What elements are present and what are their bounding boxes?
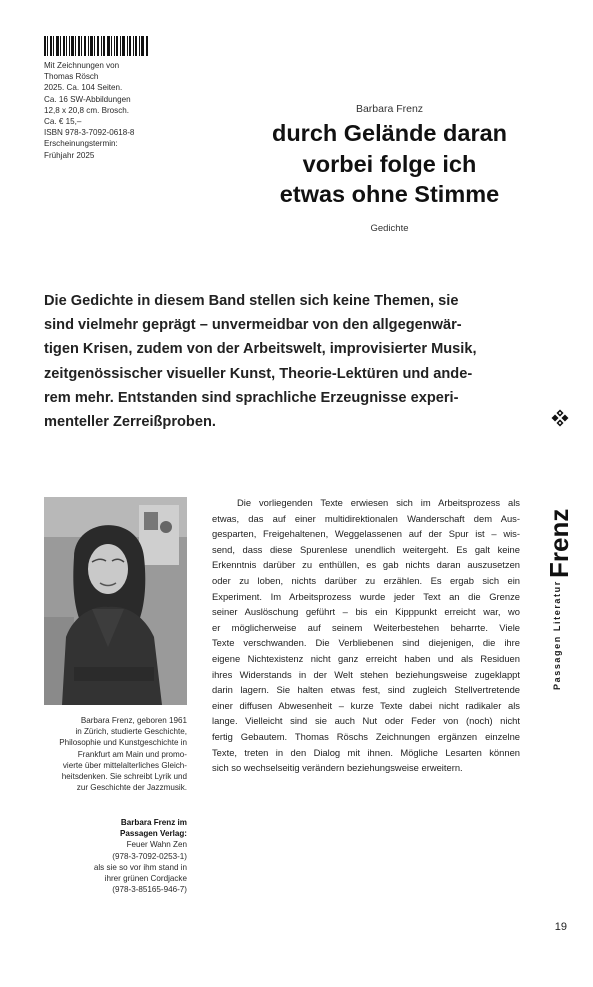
- body-line: send, dass diese Spurenlese unendlich weitergeht. Es galt keine: [212, 543, 520, 555]
- meta-line: Ca. € 15,–: [44, 117, 82, 127]
- body-line: einer diffusen Abwesenheit – kurze Texte dabei nicht radikaler als: [212, 699, 520, 711]
- meta-line: Thomas Rösch: [44, 72, 99, 82]
- bio-line: vierte über mittelalterliches Gleich-: [62, 760, 187, 770]
- book-title: [200, 118, 579, 210]
- body-line: Texte, treten in den Dialog mit ihnen. Mögliche Lesarten können: [212, 746, 520, 758]
- bio-line: heitsdenken. Sie schreibt Lyrik und: [61, 772, 187, 782]
- book-author: Barbara Frenz: [355, 103, 424, 115]
- meta-line: Erscheinungstermin:: [44, 139, 118, 149]
- body-line: Die vorliegenden Texte erwiesen sich im Arbeitsprozess als: [237, 497, 520, 508]
- other-works-line: Feuer Wahn Zen: [126, 840, 187, 850]
- barcode-icon: [44, 36, 148, 56]
- body-line: seiner Auslöschung geführt – bis ein Kipppunkt erreicht war, wo: [212, 606, 520, 618]
- other-works-line: (978-3-85165-946-7): [112, 885, 187, 895]
- other-works: [44, 817, 187, 895]
- body-line: Erkenntnis darüber zu enthüllen, es gab nichts daran auszusetzen: [212, 559, 520, 571]
- lead-line: zeitgenössischer visueller Kunst, Theorie-Lektüren und ande-: [44, 365, 473, 382]
- body-line: er möglicherweise auf seinem Weiterbestehen beharrte. Viele: [212, 621, 520, 633]
- book-genre: Gedichte: [370, 223, 409, 234]
- body-line: Experiment. Im Arbeitsprozess wurde jeder Text an die Grenze: [212, 590, 520, 602]
- meta-line: Frühjahr 2025: [44, 150, 95, 160]
- body-line: ihres Widerstands in der Welt stehen beziehungsweise zugeklappt: [212, 668, 520, 680]
- meta-line: Ca. 16 SW-Abbildungen: [44, 94, 131, 104]
- author-photo: [44, 497, 187, 705]
- other-works-line: (978-3-7092-0253-1): [112, 851, 187, 861]
- body-line: darin lagern. Sie halten etwas fest, sind zugleich Stellvertretende: [212, 684, 520, 696]
- book-metadata: [44, 60, 174, 161]
- body-line: Texte verschwanden. Die Verbliebenen sind diejenigen, die ihre: [212, 637, 520, 649]
- diamond-ornament-icon: [551, 409, 569, 427]
- body-line: lange. Vielleicht sind sie auch Nut oder Feder von (noch) nicht: [212, 715, 520, 727]
- body-line: sich so wechselseitig verändern beziehungsweise erweitern.: [212, 762, 463, 774]
- lead-line: Die Gedichte in diesem Band stellen sich keine Themen, sie: [44, 293, 459, 309]
- lead-line: rem mehr. Entstanden sind sprachliche Erzeugnisse experi-: [44, 389, 459, 406]
- body-line: eigene Nichtexistenz nicht ganz erreicht haben und als Residuen: [212, 652, 520, 664]
- body-line: gesparten, Freigehaltenen, Weggelassenen auf der Spur ist – wis-: [212, 528, 520, 540]
- meta-line: ISBN 978-3-7092-0618-8: [44, 128, 135, 138]
- title-line: etwas ohne Stimme: [279, 181, 500, 207]
- bio-line: Philosophie und Kunstgeschichte in: [59, 738, 187, 748]
- body-line: etwas, das auf einer multidirektionalen Wanderschaft dem Aus-: [212, 512, 520, 524]
- other-works-line: als sie so vor ihm stand in: [93, 862, 187, 872]
- bio-line: Barbara Frenz, geboren 1961: [80, 716, 187, 725]
- other-works-heading: Passagen Verlag:: [119, 829, 187, 839]
- meta-line: Mit Zeichnungen von: [44, 61, 120, 70]
- author-bio: [44, 715, 187, 793]
- body-line: oder zu loben, nichts darüber zu erzählen. Es ergab sich ein: [212, 574, 520, 586]
- meta-line: 12,8 x 20,8 cm. Brosch.: [44, 105, 130, 115]
- meta-line: 2025. Ca. 104 Seiten.: [44, 83, 123, 93]
- body-line: fertig Gebautem. Thomas Röschs Zeichnungen ergänzen einzelne: [212, 730, 520, 742]
- lead-line: tigen Krisen, zudem von der Arbeitswelt, improvisierter Musik,: [44, 341, 477, 358]
- other-works-heading: Barbara Frenz im: [120, 818, 187, 827]
- body-paragraph: [212, 495, 520, 776]
- lead-paragraph: [44, 289, 514, 434]
- side-author-name: Frenz: [544, 508, 574, 578]
- bio-line: zur Geschichte der Jazzmusik.: [76, 783, 187, 793]
- bio-line: in Zürich, studierte Geschichte,: [75, 727, 187, 737]
- page-number: 19: [554, 921, 567, 933]
- bio-line: Frankfurt am Main und promo-: [77, 749, 187, 759]
- title-line: durch Gelände daran: [271, 120, 508, 146]
- lead-line: sind vielmehr geprägt – unvermeidbar von den allgegenwär-: [44, 317, 462, 334]
- other-works-line: ihrer grünen Cordjacke: [104, 874, 187, 884]
- title-line: vorbei folge ich: [302, 150, 477, 177]
- lead-line: menteller Zerreißproben.: [44, 414, 216, 431]
- side-series-label: Passagen Literatur: [552, 580, 562, 690]
